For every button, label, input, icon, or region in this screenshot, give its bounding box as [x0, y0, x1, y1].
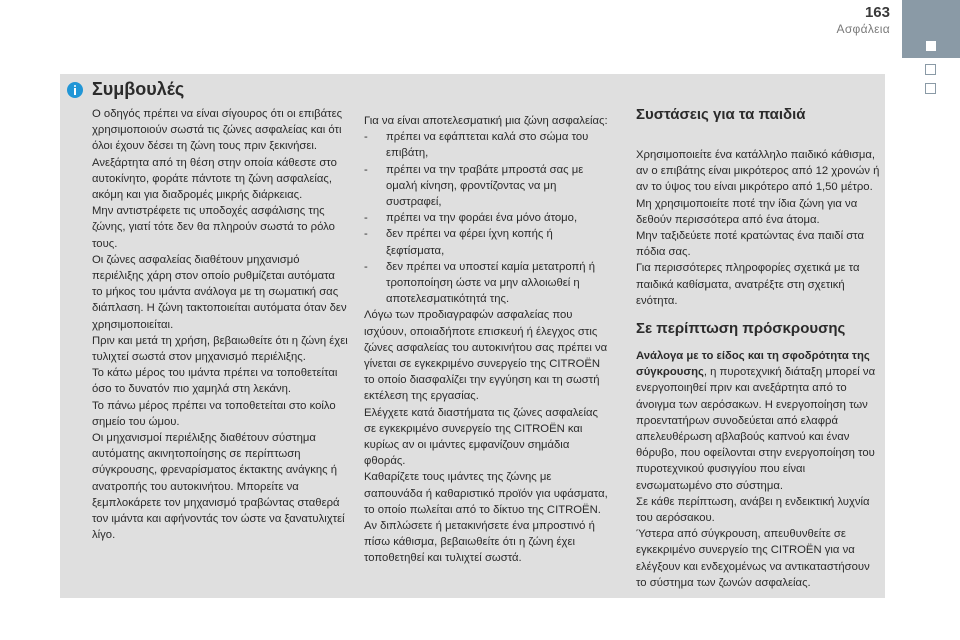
- bullet-dash: -: [364, 163, 368, 176]
- left-column: [92, 106, 348, 543]
- children-paragraph: Χρησιμοποιείτε ένα κατάλληλο παιδικό κάθισμα, αν ο επιβάτης είναι μικρότερος από 12 χρονών ή αν το ύψος του είναι μικρότερο από 1,50 μέτρο.: [636, 149, 880, 194]
- page-number: 163: [864, 4, 890, 21]
- children-paragraph: Για περισσότερες πληροφορίες σχετικά με τα παιδικά καθίσματα, ανατρέξτε στη σχετική ενότητα.: [636, 262, 860, 307]
- bullet-dash: -: [364, 212, 368, 225]
- bullet-item: [364, 162, 612, 211]
- chapter-tab-empty-1: [925, 64, 936, 75]
- middle-column: [364, 113, 612, 567]
- collision-rest: , η πυροτεχνική διάταξη μπορεί να ενεργοποιηθεί πριν και ανεξάρτητα από το άνοιγμα των αερόσακων. Η ενεργοποίηση των προεντατήρων συνοδεύεται από ελαφρά απελευθέρωση αβλαβούς καπνού και έναν θόρυβο, που οφείλονται στην ενεργοποίηση του πυροτεχνικού φυσιγγίου που είναι ενσωματωμένο στο σύστημα.: [636, 366, 876, 492]
- bullet-text: πρέπει να την τραβάτε μπροστά σας με ομαλή κίνηση, φροντίζοντας να μη συστραφεί,: [386, 163, 584, 209]
- bullet-text: δεν πρέπει να φέρει ίχνη κοπής ή ξεφτίσματα,: [386, 228, 553, 257]
- left-paragraph: Το πάνω μέρος πρέπει να τοποθετείται στο κοίλο σημείο του ώμου.: [92, 399, 336, 428]
- bullet-dash: -: [364, 228, 368, 241]
- middle-intro: Για να είναι αποτελεσματική μια ζώνη ασφαλείας:: [364, 115, 608, 127]
- children-paragraph: Μη χρησιμοποιείτε ποτέ την ίδια ζώνη για να δεθούν περισσότερα από ένα άτομα.: [636, 197, 858, 226]
- collision-bold-lead: Ανάλογα με το είδος και τη σφοδρότητα της σύγκρουσης: [636, 350, 870, 379]
- middle-paragraph: Λόγω των προδιαγραφών ασφαλείας που ισχύουν, οποιαδήποτε επισκευή ή έλεγχος στις ζώνες ασφαλείας του αυτοκινήτου σας πρέπει να γίνεται σε εγκεκριμένο συνεργείο της CITROËN το οποίο διασφαλίζει την εγγύηση και τη σωστή εκτέλεση της εργασίας.: [364, 309, 608, 403]
- left-paragraph: Ο οδηγός πρέπει να είναι σίγουρος ότι οι επιβάτες χρησιμοποιούν σωστά τις ζώνες ασφαλείας και ότι όλοι έχουν δέσει τη ζώνη τους πριν ξεκινήσει.: [92, 108, 343, 153]
- bullet-dash: -: [364, 260, 368, 273]
- bullet-text: πρέπει να την φοράει ένα μόνο άτομο,: [386, 212, 578, 225]
- middle-paragraph: Αν διπλώσετε ή μετακινήσετε ένα μπροστινό ή πίσω κάθισμα, βεβαιωθείτε ότι η ζώνη έχει τοποθετηθεί και τυλιχτεί σωστά.: [364, 520, 595, 565]
- right-column-collision: [636, 348, 880, 591]
- section-name: Ασφάλεια: [836, 22, 890, 36]
- left-paragraph: Οι ζώνες ασφαλείας διαθέτουν μηχανισμό περιέλιξης χάρη στον οποίο ρυθμίζεται αυτόματα το μήκος του ιμάντα ανάλογα με τη σωματική σας διάπλαση. Η ζώνη τακτοποιείται αυτόματα όταν δεν χρησιμοποιείται.: [92, 253, 347, 331]
- bullet-dash: -: [364, 131, 368, 144]
- chapter-tab-empty-2: [925, 83, 936, 94]
- advice-heading: Συμβουλές: [92, 79, 185, 99]
- left-paragraph: Πριν και μετά τη χρήση, βεβαιωθείτε ότι η ζώνη έχει τυλιχτεί σωστά στον μηχανισμό περιέλιξης.: [92, 334, 348, 364]
- chapter-tab-icon: [902, 0, 960, 58]
- bullet-text: πρέπει να εφάπτεται καλά στο σώμα του επιβάτη,: [386, 131, 589, 160]
- bullet-item: [364, 259, 612, 308]
- collision-paragraph: [636, 348, 880, 494]
- collision-heading: Σε περίπτωση πρόσκρουσης: [636, 320, 846, 337]
- children-paragraph: Μην ταξιδεύετε ποτέ κρατώντας ένα παιδί στα πόδια σας.: [636, 230, 865, 259]
- right-column-children: [636, 147, 880, 309]
- left-paragraph: Ανεξάρτητα από τη θέση στην οποία κάθεστε στο αυτοκίνητο, φοράτε πάντοτε τη ζώνη ασφαλείας, ακόμη και για διαδρομές μικρής διάρκειας.: [92, 156, 337, 202]
- info-icon: [67, 82, 83, 98]
- collision-paragraph: Σε κάθε περίπτωση, ανάβει η ενδεικτική λυχνία του αερόσακου.: [636, 495, 870, 525]
- bullet-item: [364, 210, 612, 226]
- bullet-text: δεν πρέπει να υποστεί καμία μετατροπή ή τροποποίηση ώστε να μην αλλοιωθεί η αποτελεσματικότητά της.: [386, 260, 595, 306]
- middle-paragraph: Καθαρίζετε τους ιμάντες της ζώνης με σαπουνάδα ή καθαριστικό προϊόν για υφάσματα, το οποίο πωλείται από το δίκτυο της CITROËN.: [364, 471, 608, 516]
- left-paragraph: Το κάτω μέρος του ιμάντα πρέπει να τοποθετείται όσο το δυνατόν πιο χαμηλά στη λεκάνη.: [92, 367, 338, 396]
- collision-paragraph: Ύστερα από σύγκρουση, απευθυνθείτε σε εγκεκριμένο συνεργείο της CITROËN για να ελέγξουν και ενδεχομένως να αντικαταστήσουν το σύστημα των ζωνών ασφαλείας.: [636, 528, 870, 589]
- children-heading: Συστάσεις για τα παιδιά: [636, 106, 806, 123]
- left-paragraph: Οι μηχανισμοί περιέλιξης διαθέτουν σύστημα αυτόματης ακινητοποίησης σε περίπτωση σύγκρουσης, φρεναρίσματος έκτακτης ανάγκης ή ανατροπής του αυτοκινήτου. Μπορείτε να ξεμπλοκάρετε τον μηχανισμό τραβώντας σταθερά τον ιμάντα και αφήνοντάς τον ώστε να ξανατυλιχτεί λίγο.: [92, 432, 345, 542]
- bullet-item: [364, 226, 612, 258]
- left-paragraph: Μην αντιστρέφετε τις υποδοχές ασφάλισης της ζώνης, γιατί τότε δεν θα πληρούν σωστά το ρόλο τους.: [92, 205, 335, 250]
- middle-paragraph: Ελέγχετε κατά διαστήματα τις ζώνες ασφαλείας σε εγκεκριμένο συνεργείο της CITROËN και κυρίως αν οι ιμάντες εμφανίζουν σημάδια φθοράς.: [364, 406, 598, 468]
- chapter-tab-marker: [926, 41, 936, 51]
- bullet-item: [364, 129, 612, 161]
